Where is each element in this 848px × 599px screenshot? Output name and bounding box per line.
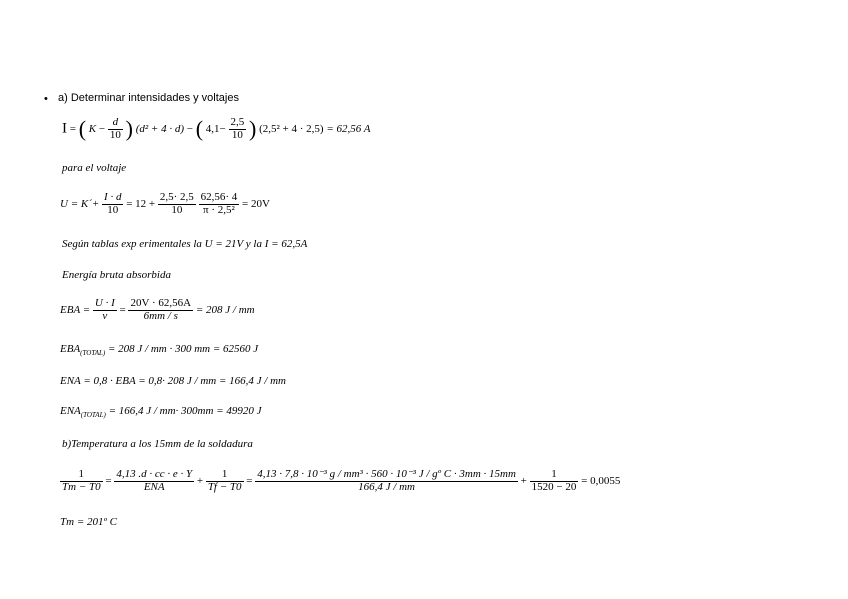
eq2-result: = 20V [241, 198, 270, 211]
eq1-k: K [88, 123, 97, 135]
eq1-paren2: (d² + 4 · d) [135, 123, 184, 135]
line-tables: Según tablas exp erimentales la U = 21V y la I = 62,5A [62, 238, 308, 250]
eq2-frac3: $\frac{62,56\cdot 4}{\text{π · 2,5²}}$ [200, 191, 238, 216]
eq1-paren4: (2,5² + 4 · 2,5) [259, 123, 324, 135]
bullet: • [44, 93, 48, 105]
eq7-frac3: $\frac{1}{Tf - T0}$ [207, 468, 242, 493]
eq3-lhs: EBA = [60, 304, 91, 317]
eq1-frac1: $\frac{d}{10}$ [109, 115, 121, 141]
equation-eba-total: $EBA_{(TOTAL)} = 208$ J / mm · 300 mm = 62560 J [60, 343, 259, 358]
eq7-frac2: $\frac{4,13 .d \cdot cc \cdot e \cdot Y}{\text{ENA}}$ [116, 468, 193, 493]
eq1-result: = 62,56 A [326, 123, 371, 135]
eq7-result: = 0,0055 [581, 475, 621, 488]
eq1-lhs: I [62, 120, 67, 137]
eq1-frac2: $\frac{2,5}{10}$ [230, 115, 245, 141]
eq3-eq: = [119, 304, 126, 317]
eq7-frac5: $\frac{1}{1520 - 20}$ [531, 468, 577, 493]
equation-temperature: $\frac{1}{Tm - T0}$ = $\frac{4,13 .d \cdot cc \cdot e \cdot Y}{\text{ENA}}$ + $\frac{1}{Tf - T0}$ = $\frac{\text{4,13 · 7,8 · 10⁻³ g / mm³ · 560 · 10⁻³ J / gº C · 3mm · 15mm}}{166,4 J / mm}$ + $\frac{1}{1520 - 20}$ = 0,0055 [62, 468, 621, 493]
equation-voltage [60, 192, 270, 216]
label-energy: Energía bruta absorbida [62, 269, 171, 281]
eq2-mid: = 12 + [126, 198, 156, 211]
eq1-minus: − [98, 123, 106, 135]
eq2-lhs: U = K´+ [60, 198, 100, 211]
equation-tm-result: Tm = 201º C [60, 516, 117, 528]
eq7-frac1: $\frac{1}{Tm - T0}$ [62, 468, 101, 493]
eq1-eq: = [69, 123, 76, 135]
eq3-result: = 208 J / mm [195, 304, 255, 317]
label-temperature: b)Temperatura a los 15mm de la soldadura [62, 438, 253, 450]
equation-current: I = ( K − $\frac{d}{10}$ ) (d² + 4 · d) − ( 4,1− $\frac{2,5}{10}$ ) (2,5² + 4 · 2,5) = 62,56 A [62, 115, 371, 141]
eq1-kval: 4,1− [205, 123, 226, 135]
eq3-frac1: $\frac{U \cdot I}{v}$ [94, 297, 115, 322]
eq7-frac4: $\frac{\text{4,13 · 7,8 · 10⁻³ g / mm³ · 560 · 10⁻³ J / gº C · 3mm · 15mm}}{166,4 J / mm}$ [257, 468, 516, 493]
equation-ena: ENA = 0,8 · EBA = 0,8· 208 J / mm = 166,4 J / mm [60, 375, 286, 387]
equation-eba [60, 298, 255, 322]
label-voltage: para el voltaje [62, 162, 127, 174]
section-heading: a) Determinar intensidades y voltajes [58, 92, 239, 104]
eq2-frac2: $\frac{2,5\cdot 2,5}{10}$ [159, 191, 194, 216]
eq2-frac1: $\frac{I \cdot d}{10}$ [104, 191, 122, 216]
eq3-frac2: $\frac{20V \cdot 62,56A}{6mm / s}$ [130, 297, 192, 322]
equation-ena-total: $ENA_{(TOTAL)} = 166,4$ J / mm· 300mm = 49920 J [60, 405, 262, 420]
